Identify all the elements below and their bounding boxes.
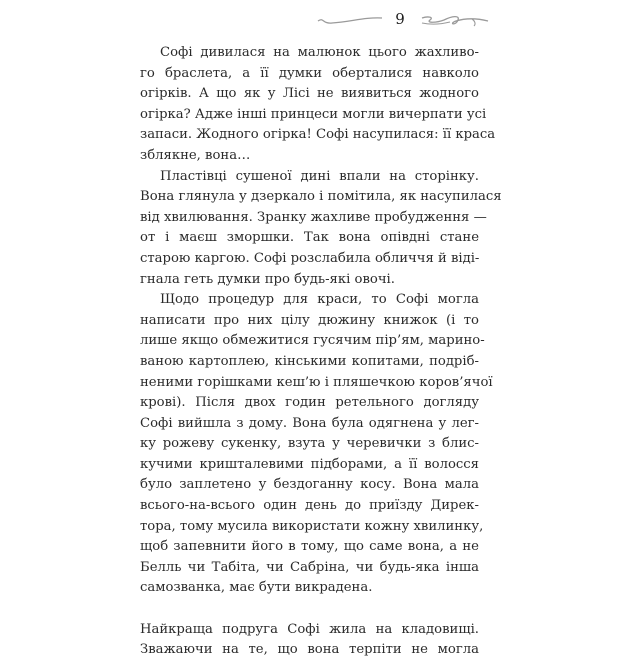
- text-line: всього-на-всього один день до приїзду Дирек-: [140, 498, 479, 514]
- text-line: Пластівці сушеної дині впали на сторінку.: [160, 168, 479, 184]
- text-line: го браслета, а її думки оберталися навколо: [140, 65, 479, 81]
- text-line: запаси. Жодного огірка! Софі насупилася: її краса: [140, 127, 496, 143]
- text-line: огірка? Адже інші принцеси могли вичерпати усі: [140, 106, 487, 122]
- text-line: ваною картоплею, кінськими копитами, подріб-: [140, 353, 479, 369]
- text-line: ку рожеву сукенку, взута у черевички з блис-: [140, 436, 479, 452]
- paragraph-2: [140, 167, 502, 291]
- text-line: старою каргою. Софі розслабила обличчя й віді-: [140, 250, 480, 266]
- text-line: Зважаючи на те, що вона терпіти не могла: [140, 642, 479, 658]
- text-line: Белль чи Табіта, чи Сабріна, чи будь-яка інша: [140, 559, 479, 575]
- text-line: щоб запевнити його в тому, що саме вона, а не: [140, 539, 479, 555]
- section-break: [140, 599, 479, 620]
- text-line: самозванка, має бути викрадена.: [140, 580, 373, 596]
- text-line: Найкраща подруга Софі жила на кладовищі.: [140, 621, 479, 637]
- text-line: кучими кришталевими підборами, а її волосся: [140, 456, 479, 472]
- text-line: написати про них цілу дюжину книжок (і то: [140, 312, 479, 328]
- paragraph-1: [140, 43, 496, 167]
- text-line: тора, тому мусила використати кожну хвилинку,: [140, 518, 484, 534]
- text-line: від хвилювання. Зранку жахливе пробудження —: [140, 209, 487, 225]
- text-line: лише якщо обмежитися гусячим пір’ям, марино-: [140, 333, 485, 349]
- text-line: Софі дивилася на малюнок цього жахливо-: [160, 45, 479, 60]
- text-line: Софі вийшла з дому. Вона була одягнена у лег-: [140, 415, 479, 431]
- text-line: огірків. А що як у Лісі не виявиться жодного: [140, 86, 479, 102]
- text-line: гнала геть думки про будь-які овочі.: [140, 271, 395, 287]
- page-number: 9: [395, 10, 405, 28]
- text-line: крові). Після двох годин ретельного догляду: [140, 395, 479, 411]
- text-line: от і маєш зморшки. Так вона опівдні стане: [140, 230, 479, 246]
- paragraph-3: [140, 290, 493, 599]
- text-line: зблякне, вона…: [140, 147, 251, 163]
- text-line: Щодо процедур для краси, то Софі могла: [160, 292, 479, 308]
- text-line: Вона глянула у дзеркало і помітила, як насупилася: [140, 189, 502, 205]
- body-text: [140, 43, 502, 661]
- paragraph-4: [140, 620, 479, 661]
- page-header: [310, 4, 500, 34]
- text-line: було заплетено у бездоганну косу. Вона мала: [140, 477, 479, 493]
- text-line: неними горішками кеш’ю і пляшечкою коров’ячої: [140, 374, 493, 390]
